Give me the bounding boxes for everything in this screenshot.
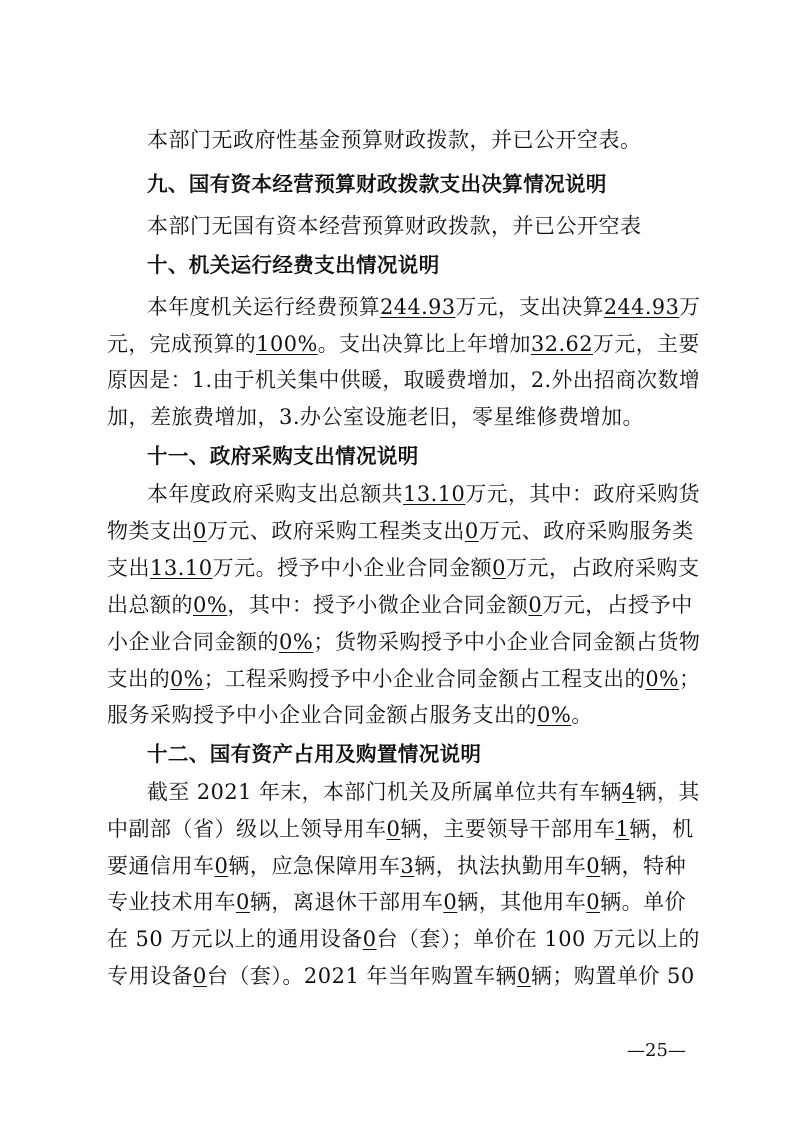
paragraph-line: [107, 554, 700, 582]
value: 0%: [193, 593, 228, 617]
value: 0%: [170, 667, 204, 691]
paragraph-line: [107, 366, 700, 394]
text: 服务采购授予中小企业合同金额占服务支出的: [107, 703, 537, 727]
text: ；工程采购授予中小企业合同金额占工程支出的: [203, 667, 646, 691]
value: 13.10: [403, 482, 466, 506]
text: 在 50 万元以上的通用设备: [107, 927, 363, 951]
value: 0: [214, 854, 229, 878]
text: 台（套）；单价在 100 万元以上的: [376, 927, 700, 951]
text: 万元，支出决算: [455, 295, 604, 319]
text: 辆，特种: [600, 854, 687, 878]
paragraph-line: [107, 888, 686, 916]
text: 辆，离退休干部用车: [249, 890, 444, 914]
text: ；: [679, 667, 701, 691]
value: 0: [517, 964, 531, 988]
text: 出总额的: [107, 593, 193, 617]
text: 万元，其中：政府采购货: [465, 482, 701, 506]
text: 。支出决算比上年增加: [317, 332, 531, 356]
text: 辆，执法执勤用车: [414, 854, 587, 878]
text: 万元、政府采购工程类支出: [206, 519, 465, 543]
paragraph-line: [147, 480, 700, 508]
paragraph-line: [107, 701, 593, 729]
paragraph-line: [107, 591, 693, 619]
value: 3: [400, 854, 415, 878]
paragraph-line: [147, 293, 700, 321]
text: 辆；购置单价 50: [530, 964, 695, 988]
text: 辆，其: [635, 780, 700, 804]
value: 244.93: [380, 295, 456, 319]
paragraph-line: [107, 517, 694, 545]
value: 0%: [537, 703, 572, 727]
section-heading-11: 十一、政府采购支出情况说明: [147, 444, 419, 468]
paragraph-line: [107, 962, 695, 990]
paragraph-line: [147, 212, 642, 240]
text: 要通信用车: [107, 854, 215, 878]
text: 万元、政府采购服务类: [478, 519, 694, 543]
value: 0%: [645, 667, 680, 691]
paragraph-line: [107, 925, 700, 953]
paragraph-line: [147, 778, 700, 806]
text: 小企业合同金额的: [107, 630, 279, 654]
text: 专业技术用车: [107, 890, 236, 914]
value: 244.93: [603, 295, 680, 319]
text: 专用设备: [107, 964, 193, 988]
section-heading-12: 十二、国有资产占用及购置情况说明: [147, 742, 482, 766]
text: 辆，机: [629, 817, 694, 841]
text: ；货物采购授予中小企业合同金额占货物: [313, 630, 701, 654]
text: 元，完成预算的: [107, 332, 257, 356]
text: 支出: [107, 556, 150, 580]
paragraph-line: [107, 330, 700, 358]
paragraph-line: [107, 852, 686, 880]
value: 0: [362, 927, 377, 951]
text: 截至 2021 年末，本部门机关及所属单位共有车辆: [147, 780, 622, 804]
value: 4: [621, 780, 636, 804]
value: 0: [236, 890, 250, 914]
text: 原因是：1.由于机关集中供暖，取暖费增加，2.外出招商次数增: [107, 368, 701, 392]
text: 辆，其他用车: [457, 890, 587, 914]
value: 0: [193, 964, 207, 988]
text: 中副部（省）级以上领导用车: [107, 817, 387, 841]
page-number: —25—: [627, 1040, 686, 1061]
value: 1: [615, 817, 630, 841]
text: ，其中：授予小微企业合同金额: [227, 593, 529, 617]
section-heading-9: 九、国有资本经营预算财政拨款支出决算情况说明: [147, 172, 607, 196]
text: 物类支出: [107, 519, 193, 543]
text: 辆，主要领导干部用车: [400, 817, 616, 841]
paragraph-line: [147, 126, 642, 154]
section-heading-10: 十、机关运行经费支出情况说明: [147, 253, 440, 277]
text: 加，差旅费增加，3.办公室设施老旧，零星维修费增加。: [107, 405, 645, 429]
value: 100%: [256, 332, 318, 356]
text: 支出的: [107, 667, 171, 691]
text: 辆，应急保障用车: [228, 854, 401, 878]
value: 32.62: [530, 332, 594, 356]
text: 本部门无国有资本经营预算财政拨款，并已公开空表: [147, 214, 642, 238]
text: 。: [571, 703, 593, 727]
value: 13.10: [150, 556, 213, 580]
text: 万元，占政府采购支: [506, 556, 700, 580]
paragraph-line: [107, 403, 644, 431]
text: 万: [679, 295, 701, 319]
value: 0: [443, 890, 458, 914]
value: 0%: [279, 630, 314, 654]
text: 本年度机关运行经费预算: [147, 295, 381, 319]
paragraph-line: [107, 815, 694, 843]
value: 0: [386, 817, 401, 841]
value: 0: [464, 519, 479, 543]
paragraph-line: [107, 628, 700, 656]
paragraph-line: [107, 665, 700, 693]
value: 0: [586, 854, 601, 878]
value: 0: [193, 519, 207, 543]
text: 万元，占授予中: [542, 593, 693, 617]
text: 本部门无政府性基金预算财政拨款，并已公开空表。: [147, 128, 642, 152]
value: 0: [528, 593, 543, 617]
text: 万元，主要: [593, 332, 700, 356]
text: 本年度政府采购支出总额共: [147, 482, 404, 506]
value: 0: [586, 890, 601, 914]
text: 台（套）。2021 年当年购置车辆: [206, 964, 517, 988]
text: 辆。单价: [600, 890, 687, 914]
text: 万元。授予中小企业合同金额: [212, 556, 493, 580]
value: 0: [492, 556, 506, 580]
